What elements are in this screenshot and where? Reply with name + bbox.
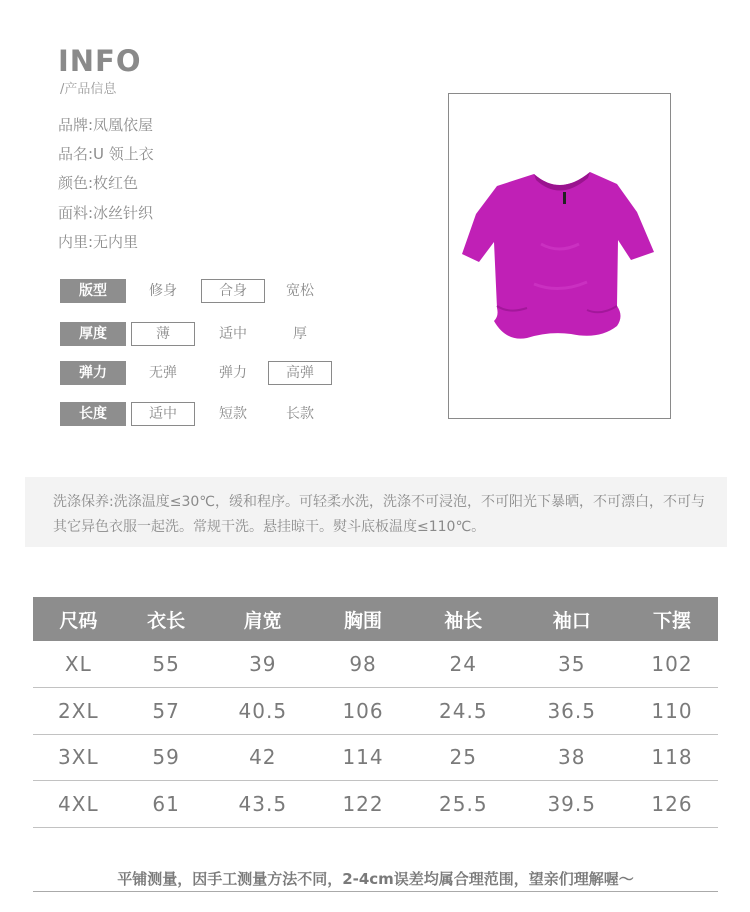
- care-instructions: [25, 477, 727, 547]
- cell-size: 4XL: [33, 781, 124, 828]
- cell-length: 61: [124, 781, 209, 828]
- attr-label-elasticity: 弹力: [60, 361, 126, 385]
- attr-option-length-long: 长款: [286, 406, 314, 422]
- header-cuff: 袖口: [518, 597, 626, 641]
- spec-product-name: 品名:U 领上衣: [58, 145, 154, 164]
- attr-label-fit: 版型: [60, 279, 126, 303]
- info-heading: INFO: [58, 44, 142, 78]
- cell-shoulder: 39: [209, 641, 317, 688]
- attr-option-fit-regular: 合身: [201, 279, 265, 303]
- attr-option-fit-slim: 修身: [149, 283, 177, 299]
- attr-option-elasticity-none: 无弹: [149, 365, 177, 381]
- info-subheading: /产品信息: [60, 82, 117, 97]
- cell-hem: 118: [626, 734, 718, 781]
- table-row: [33, 688, 718, 735]
- cell-size: 3XL: [33, 734, 124, 781]
- product-spec-list: [58, 115, 154, 261]
- attr-option-thickness-medium: 适中: [219, 326, 247, 342]
- spec-lining: 内里:无内里: [58, 232, 139, 251]
- header-hem: 下摆: [626, 597, 718, 641]
- cell-sleeve-length: 25.5: [409, 781, 517, 828]
- cell-bust: 114: [317, 734, 409, 781]
- attr-option-elasticity-high: 高弹: [268, 361, 332, 385]
- spec-color: 颜色:枚红色: [58, 174, 139, 193]
- attr-label-length: 长度: [60, 402, 126, 426]
- size-chart-header: [33, 597, 718, 641]
- product-photo: [448, 93, 671, 419]
- spec-fabric: 面料:冰丝针织: [58, 203, 154, 222]
- header-length: 衣长: [124, 597, 209, 641]
- cell-length: 55: [124, 641, 209, 688]
- cell-cuff: 36.5: [518, 688, 626, 735]
- cell-hem: 126: [626, 781, 718, 828]
- attr-option-length-medium: 适中: [131, 402, 195, 426]
- size-chart: [33, 597, 718, 828]
- spec-brand: 品牌:凤凰依屋: [58, 116, 154, 134]
- cell-cuff: 39.5: [518, 781, 626, 828]
- cell-sleeve-length: 24.5: [409, 688, 517, 735]
- cell-bust: 106: [317, 688, 409, 735]
- cell-length: 59: [124, 734, 209, 781]
- attr-option-fit-loose: 宽松: [286, 283, 314, 299]
- cell-cuff: 35: [518, 641, 626, 688]
- cell-cuff: 38: [518, 734, 626, 781]
- table-row: [33, 641, 718, 688]
- attr-option-thickness-thin: 薄: [131, 322, 195, 346]
- cell-bust: 122: [317, 781, 409, 828]
- measurement-note: 平铺测量，因手工测量方法不同，2-4cm误差均属合理范围，望亲们理解喔～: [33, 866, 718, 892]
- cell-shoulder: 43.5: [209, 781, 317, 828]
- header-size: 尺码: [33, 597, 124, 641]
- cell-size: 2XL: [33, 688, 124, 735]
- attr-label-thickness: 厚度: [60, 322, 126, 346]
- attr-option-elasticity-medium: 弹力: [219, 365, 247, 381]
- cell-shoulder: 40.5: [209, 688, 317, 735]
- header-bust: 胸围: [317, 597, 409, 641]
- attr-option-length-short: 短款: [219, 406, 247, 422]
- cell-shoulder: 42: [209, 734, 317, 781]
- tshirt-image: [449, 94, 672, 420]
- header-shoulder: 肩宽: [209, 597, 317, 641]
- care-instructions-text: 洗涤保养:洗涤温度≤30℃，缓和程序。可轻柔水洗，洗涤不可浸泡，不可阳光下暴晒，不可漂白，不可与其它异色衣服一起洗。常规干洗。悬挂晾干。熨斗底板温度≤110℃。: [53, 494, 705, 535]
- cell-sleeve-length: 25: [409, 734, 517, 781]
- header-sleeve-length: 袖长: [409, 597, 517, 641]
- cell-hem: 110: [626, 688, 718, 735]
- table-row: [33, 781, 718, 828]
- attr-option-thickness-thick: 厚: [293, 326, 307, 342]
- cell-sleeve-length: 24: [409, 641, 517, 688]
- cell-hem: 102: [626, 641, 718, 688]
- cell-size: XL: [33, 641, 124, 688]
- cell-length: 57: [124, 688, 209, 735]
- table-row: [33, 734, 718, 781]
- cell-bust: 98: [317, 641, 409, 688]
